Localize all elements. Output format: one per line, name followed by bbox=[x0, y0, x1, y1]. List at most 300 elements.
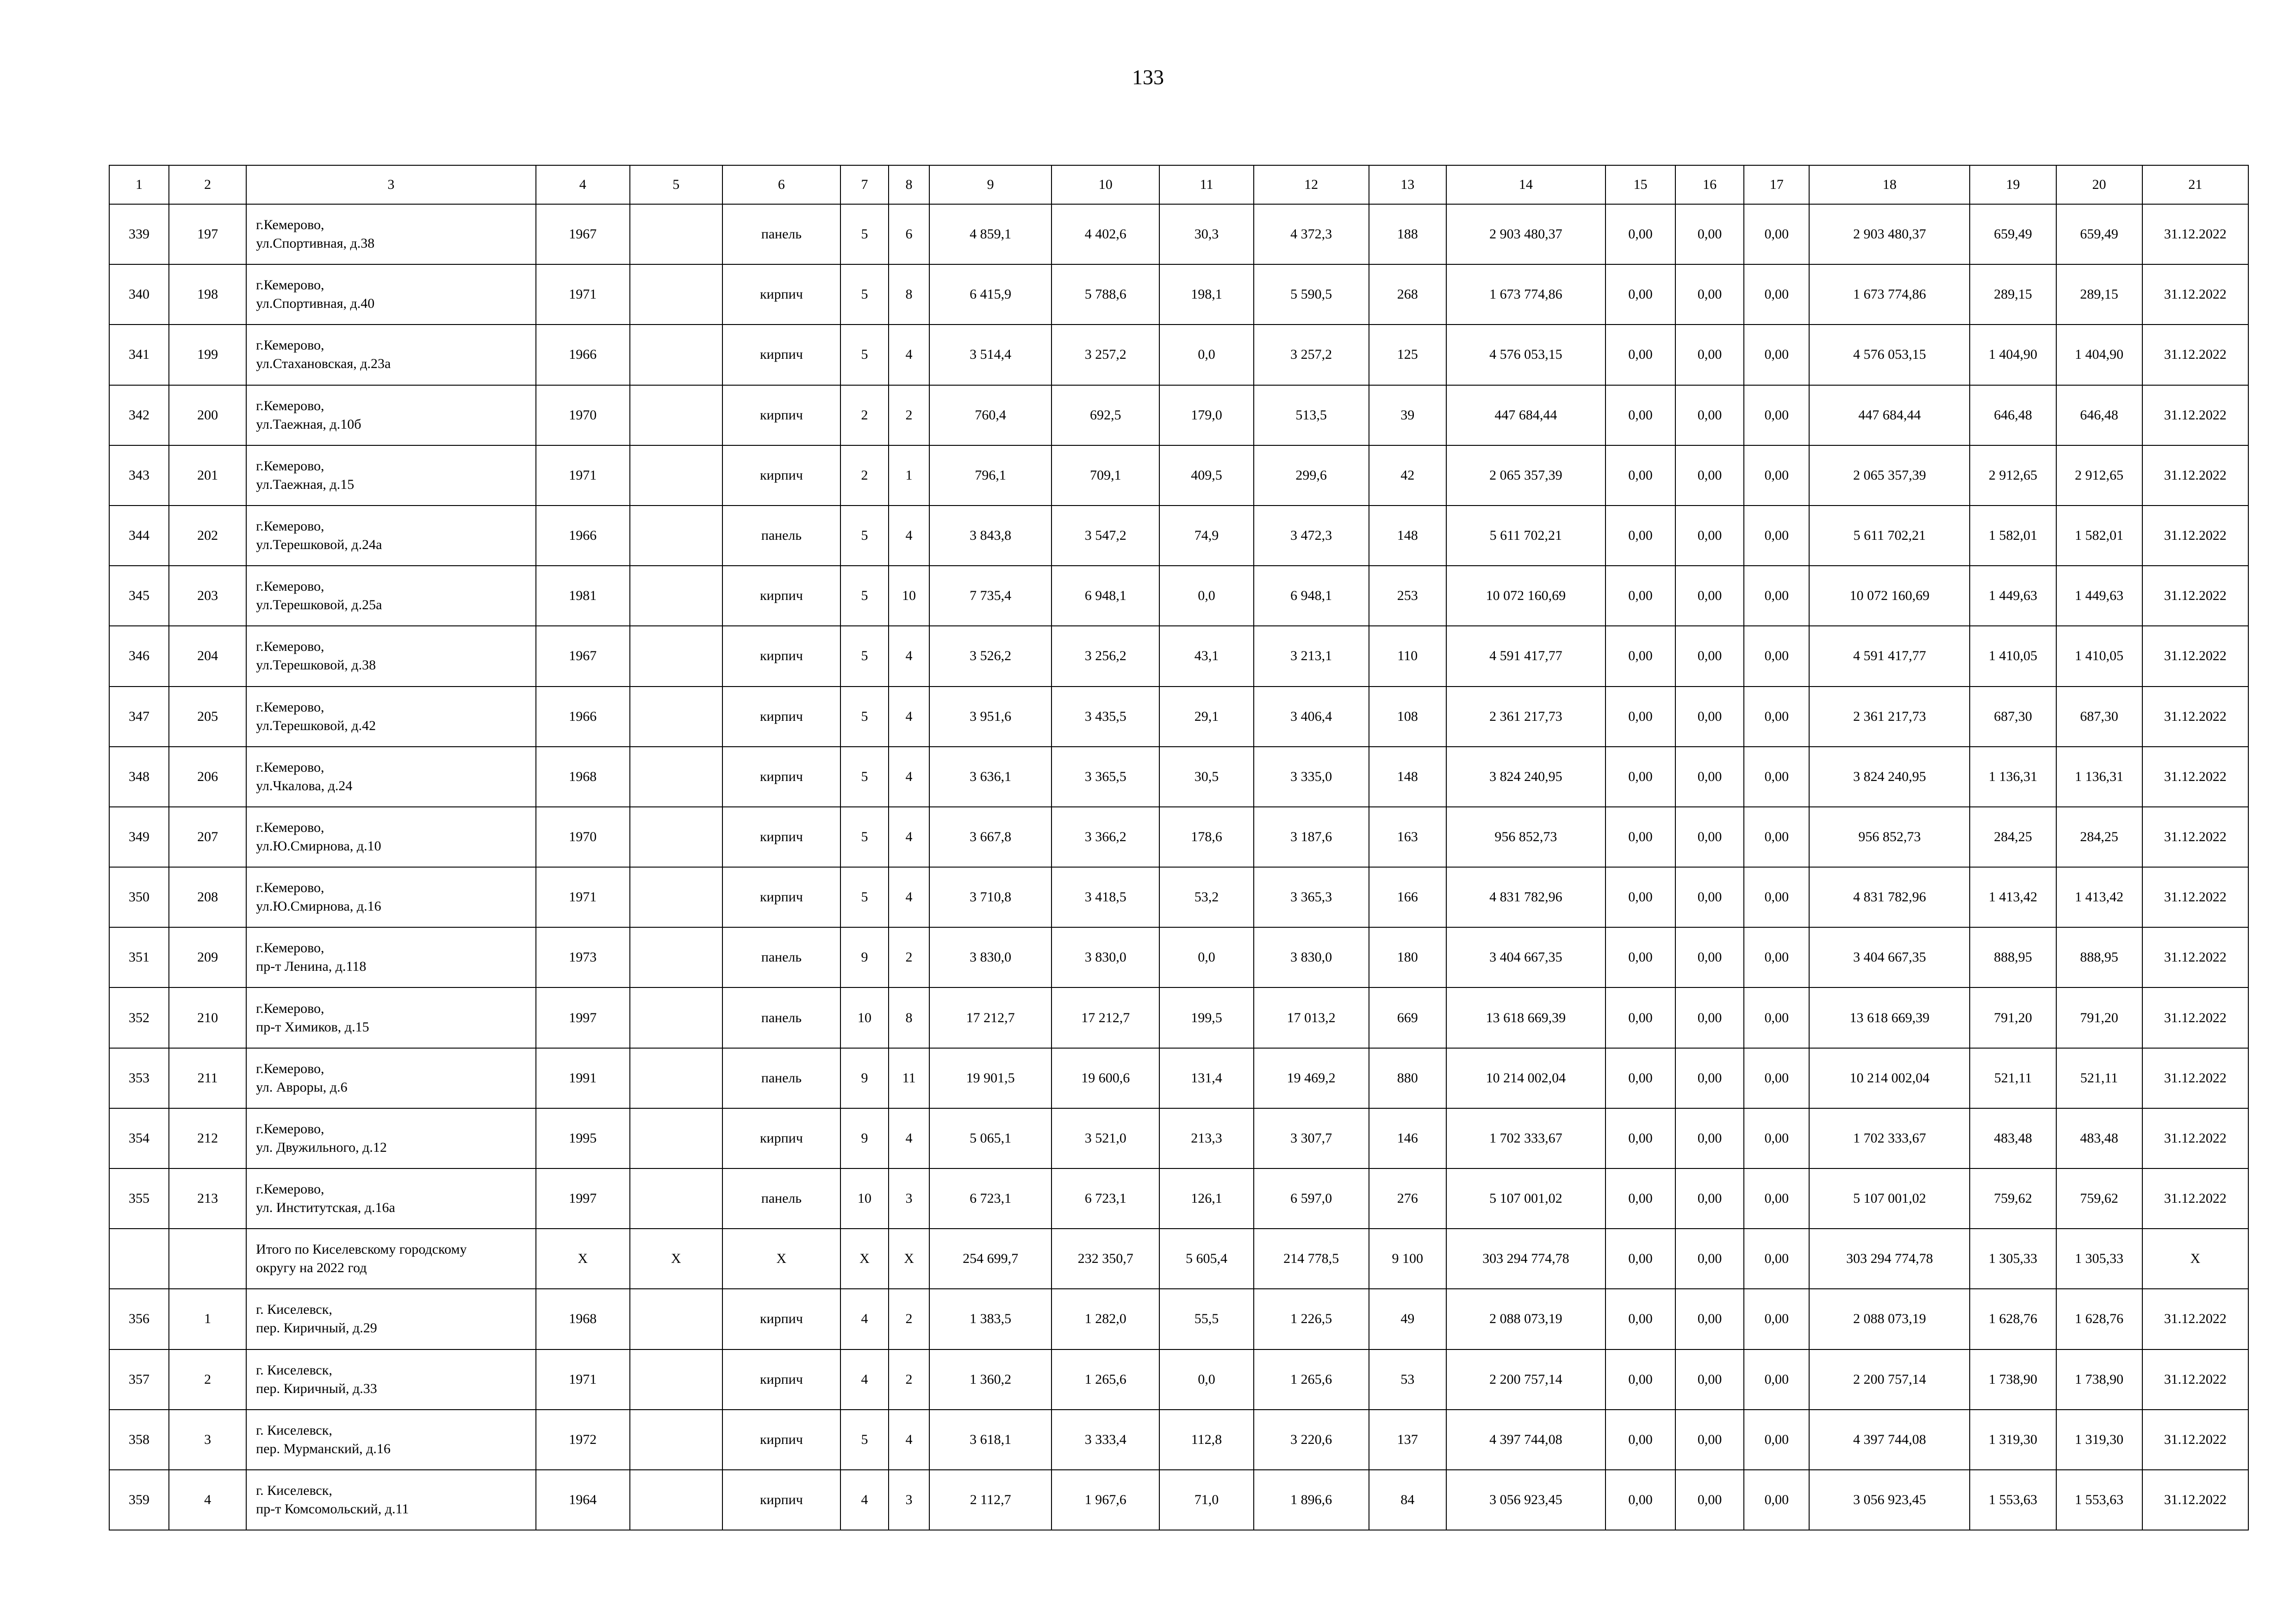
table-cell: 483,48 bbox=[2056, 1108, 2142, 1168]
table-cell: 513,5 bbox=[1254, 385, 1369, 445]
table-cell: 0,00 bbox=[1605, 1470, 1675, 1530]
table-cell: 0,00 bbox=[1744, 506, 1809, 566]
table-cell: 0,00 bbox=[1605, 385, 1675, 445]
column-number-header: 21 bbox=[2142, 165, 2248, 204]
page-number: 133 bbox=[1132, 65, 1164, 89]
table-cell: 3 435,5 bbox=[1052, 687, 1159, 747]
table-cell: 1 bbox=[889, 445, 929, 506]
table-cell: 10 214 002,04 bbox=[1446, 1048, 1605, 1108]
table-cell: 166 bbox=[1369, 867, 1446, 927]
table-cell: 0,00 bbox=[1675, 445, 1744, 506]
table-cell: 31.12.2022 bbox=[2142, 445, 2248, 506]
table-cell: 197 bbox=[169, 204, 246, 264]
table-cell: 4 bbox=[889, 687, 929, 747]
table-cell: кирпич bbox=[722, 385, 840, 445]
table-row bbox=[109, 1048, 2248, 1108]
table-cell: 1970 bbox=[536, 385, 630, 445]
table-cell: кирпич bbox=[722, 566, 840, 626]
address-cell: г.Кемерово, ул.Таежная, д.15 bbox=[246, 445, 535, 506]
table-cell: кирпич bbox=[722, 626, 840, 686]
table-cell bbox=[630, 987, 722, 1048]
table-cell: 0,00 bbox=[1675, 325, 1744, 385]
table-cell bbox=[169, 1229, 246, 1289]
table-cell: 3 187,6 bbox=[1254, 807, 1369, 867]
table-body bbox=[109, 204, 2248, 1530]
table-cell: 1 553,63 bbox=[1970, 1470, 2056, 1530]
table-cell: 4 831 782,96 bbox=[1809, 867, 1970, 927]
table-cell: 3 418,5 bbox=[1052, 867, 1159, 927]
address-cell: г.Кемерово, ул.Стахановская, д.23а bbox=[246, 325, 535, 385]
table-row bbox=[109, 807, 2248, 867]
table-cell: 5 107 001,02 bbox=[1446, 1168, 1605, 1229]
table-cell: X bbox=[2142, 1229, 2248, 1289]
table-cell: 299,6 bbox=[1254, 445, 1369, 506]
table-cell: 0,00 bbox=[1605, 867, 1675, 927]
table-cell: 1 360,2 bbox=[929, 1349, 1052, 1410]
table-cell: 0,00 bbox=[1744, 626, 1809, 686]
column-number-header: 11 bbox=[1159, 165, 1253, 204]
table-cell: 1971 bbox=[536, 264, 630, 325]
table-cell: 30,5 bbox=[1159, 747, 1253, 807]
column-number-header: 7 bbox=[840, 165, 889, 204]
table-cell: 31.12.2022 bbox=[2142, 1289, 2248, 1349]
table-cell: 3 bbox=[889, 1470, 929, 1530]
table-cell: 0,00 bbox=[1605, 506, 1675, 566]
table-cell: кирпич bbox=[722, 1289, 840, 1349]
table-cell bbox=[630, 204, 722, 264]
table-cell: X bbox=[889, 1229, 929, 1289]
table-cell: 0,00 bbox=[1675, 987, 1744, 1048]
table-cell: 483,48 bbox=[1970, 1108, 2056, 1168]
table-cell: 1981 bbox=[536, 566, 630, 626]
table-cell: 43,1 bbox=[1159, 626, 1253, 686]
table-cell: 0,00 bbox=[1744, 1108, 1809, 1168]
table-cell: 4 bbox=[889, 506, 929, 566]
table-cell: 0,00 bbox=[1744, 987, 1809, 1048]
table-cell: 2 088 073,19 bbox=[1809, 1289, 1970, 1349]
table-cell: кирпич bbox=[722, 325, 840, 385]
table-cell: 1997 bbox=[536, 987, 630, 1048]
table-cell: 0,00 bbox=[1744, 747, 1809, 807]
table-cell: 17 212,7 bbox=[1052, 987, 1159, 1048]
table-cell: 5 107 001,02 bbox=[1809, 1168, 1970, 1229]
table-cell: 3 830,0 bbox=[929, 927, 1052, 987]
table-cell: 31.12.2022 bbox=[2142, 1168, 2248, 1229]
table-cell: 1 305,33 bbox=[1970, 1229, 2056, 1289]
table-cell: 0,00 bbox=[1744, 445, 1809, 506]
table-cell: 356 bbox=[109, 1289, 169, 1349]
table-cell: 53 bbox=[1369, 1349, 1446, 1410]
table-cell: 3 bbox=[889, 1168, 929, 1229]
table-cell: 0,00 bbox=[1675, 687, 1744, 747]
table-cell: 346 bbox=[109, 626, 169, 686]
table-cell: 2 112,7 bbox=[929, 1470, 1052, 1530]
table-cell: 1966 bbox=[536, 325, 630, 385]
table-cell: кирпич bbox=[722, 687, 840, 747]
address-cell: г.Кемерово, ул.Терешковой, д.25а bbox=[246, 566, 535, 626]
table-cell: 3 710,8 bbox=[929, 867, 1052, 927]
table-cell: 1972 bbox=[536, 1410, 630, 1470]
table-cell: 31.12.2022 bbox=[2142, 987, 2248, 1048]
table-cell: 10 bbox=[889, 566, 929, 626]
table-cell: 8 bbox=[889, 264, 929, 325]
table-cell: 0,00 bbox=[1744, 927, 1809, 987]
table-cell: 358 bbox=[109, 1410, 169, 1470]
table-cell: 0,00 bbox=[1605, 927, 1675, 987]
table-cell: 3 257,2 bbox=[1052, 325, 1159, 385]
table-cell: 3 951,6 bbox=[929, 687, 1052, 747]
table-cell: 0,00 bbox=[1675, 204, 1744, 264]
address-cell: г. Киселевск, пр-т Комсомольский, д.11 bbox=[246, 1470, 535, 1530]
table-cell: 2 088 073,19 bbox=[1446, 1289, 1605, 1349]
table-cell: 0,00 bbox=[1744, 1470, 1809, 1530]
table-cell: панель bbox=[722, 987, 840, 1048]
table-cell: 0,00 bbox=[1744, 1168, 1809, 1229]
table-cell: 6 948,1 bbox=[1254, 566, 1369, 626]
table-cell: 1 bbox=[169, 1289, 246, 1349]
table-cell: кирпич bbox=[722, 264, 840, 325]
address-cell: г.Кемерово, ул. Институтская, д.16а bbox=[246, 1168, 535, 1229]
table-cell: 268 bbox=[1369, 264, 1446, 325]
column-number-header: 2 bbox=[169, 165, 246, 204]
table-cell: 5 bbox=[840, 747, 889, 807]
table-cell: 0,00 bbox=[1675, 1229, 1744, 1289]
address-cell: г.Кемерово, ул.Чкалова, д.24 bbox=[246, 747, 535, 807]
table-row bbox=[109, 204, 2248, 264]
table-cell: 339 bbox=[109, 204, 169, 264]
table-cell: 1 413,42 bbox=[1970, 867, 2056, 927]
table-cell: 4 bbox=[889, 1108, 929, 1168]
table-cell: 6 723,1 bbox=[929, 1168, 1052, 1229]
table-cell bbox=[630, 1470, 722, 1530]
table-cell: 1 628,76 bbox=[1970, 1289, 2056, 1349]
table-cell: 0,00 bbox=[1675, 747, 1744, 807]
table-cell: 1 673 774,86 bbox=[1809, 264, 1970, 325]
table-cell: 5 bbox=[840, 264, 889, 325]
table-cell: 9 bbox=[840, 927, 889, 987]
table-cell: 31.12.2022 bbox=[2142, 927, 2248, 987]
table-cell: X bbox=[840, 1229, 889, 1289]
table-cell: 29,1 bbox=[1159, 687, 1253, 747]
column-number-header: 13 bbox=[1369, 165, 1446, 204]
table-cell: 5 788,6 bbox=[1052, 264, 1159, 325]
table-cell: 1 282,0 bbox=[1052, 1289, 1159, 1349]
address-cell: г.Кемерово, ул. Авроры, д.6 bbox=[246, 1048, 535, 1108]
table-cell: 447 684,44 bbox=[1446, 385, 1605, 445]
table-cell bbox=[630, 927, 722, 987]
table-cell: 284,25 bbox=[2056, 807, 2142, 867]
table-cell: 352 bbox=[109, 987, 169, 1048]
table-cell: 0,00 bbox=[1605, 1289, 1675, 1349]
table-cell: 659,49 bbox=[2056, 204, 2142, 264]
table-cell: 17 013,2 bbox=[1254, 987, 1369, 1048]
table-cell: 3 824 240,95 bbox=[1809, 747, 1970, 807]
table-cell: 0,00 bbox=[1675, 626, 1744, 686]
table-cell: 188 bbox=[1369, 204, 1446, 264]
table-cell: 340 bbox=[109, 264, 169, 325]
table-cell: 956 852,73 bbox=[1446, 807, 1605, 867]
table-cell: 4 591 417,77 bbox=[1446, 626, 1605, 686]
table-cell: 0,0 bbox=[1159, 927, 1253, 987]
table-cell: 200 bbox=[169, 385, 246, 445]
table-cell: 521,11 bbox=[1970, 1048, 2056, 1108]
table-cell: 8 bbox=[889, 987, 929, 1048]
table-cell: 409,5 bbox=[1159, 445, 1253, 506]
table-cell: 0,00 bbox=[1744, 807, 1809, 867]
table-cell: 2 361 217,73 bbox=[1809, 687, 1970, 747]
table-row bbox=[109, 445, 2248, 506]
table-row bbox=[109, 325, 2248, 385]
table-cell: 0,00 bbox=[1675, 927, 1744, 987]
column-number-header: 10 bbox=[1052, 165, 1159, 204]
table-cell: 3 667,8 bbox=[929, 807, 1052, 867]
table-cell: 31.12.2022 bbox=[2142, 626, 2248, 686]
table-cell: 1 383,5 bbox=[929, 1289, 1052, 1349]
table-cell bbox=[630, 867, 722, 927]
table-cell: панель bbox=[722, 506, 840, 566]
table-row bbox=[109, 1289, 2248, 1349]
table-cell bbox=[630, 747, 722, 807]
table-cell: 4 bbox=[840, 1289, 889, 1349]
table-cell: 348 bbox=[109, 747, 169, 807]
table-row bbox=[109, 1168, 2248, 1229]
table-cell: 213,3 bbox=[1159, 1108, 1253, 1168]
table-cell: 3 824 240,95 bbox=[1446, 747, 1605, 807]
table-cell: 888,95 bbox=[2056, 927, 2142, 987]
table-cell: 1 136,31 bbox=[2056, 747, 2142, 807]
table-cell: 110 bbox=[1369, 626, 1446, 686]
table-cell: 1 410,05 bbox=[2056, 626, 2142, 686]
table-cell: 1 738,90 bbox=[1970, 1349, 2056, 1410]
table-cell bbox=[630, 1048, 722, 1108]
table-cell: 5 bbox=[840, 807, 889, 867]
table-row bbox=[109, 506, 2248, 566]
table-cell: 0,00 bbox=[1744, 1349, 1809, 1410]
column-number-header: 6 bbox=[722, 165, 840, 204]
table-cell bbox=[630, 1168, 722, 1229]
table-cell: 0,00 bbox=[1744, 1048, 1809, 1108]
table-cell: 4 591 417,77 bbox=[1809, 626, 1970, 686]
table-cell: 0,00 bbox=[1675, 385, 1744, 445]
table-cell: 31.12.2022 bbox=[2142, 1048, 2248, 1108]
table-cell: 0,00 bbox=[1744, 867, 1809, 927]
table-row bbox=[109, 747, 2248, 807]
table-cell: 0,00 bbox=[1675, 1349, 1744, 1410]
table-cell: 4 bbox=[889, 626, 929, 686]
table-cell: 1 738,90 bbox=[2056, 1349, 2142, 1410]
table-cell: 2 912,65 bbox=[2056, 445, 2142, 506]
table-cell: 4 402,6 bbox=[1052, 204, 1159, 264]
table-cell: 199,5 bbox=[1159, 987, 1253, 1048]
table-cell: 659,49 bbox=[1970, 204, 2056, 264]
table-cell: 0,00 bbox=[1675, 506, 1744, 566]
table-cell: 0,00 bbox=[1675, 1289, 1744, 1349]
table-cell: 2 065 357,39 bbox=[1446, 445, 1605, 506]
table-cell: 9 bbox=[840, 1048, 889, 1108]
table-row bbox=[109, 1470, 2248, 1530]
address-cell: г.Кемерово, ул.Таежная, д.10б bbox=[246, 385, 535, 445]
table-cell: 137 bbox=[1369, 1410, 1446, 1470]
table-cell: 3 220,6 bbox=[1254, 1410, 1369, 1470]
table-row bbox=[109, 1229, 2248, 1289]
table-cell: 3 843,8 bbox=[929, 506, 1052, 566]
table-cell: 108 bbox=[1369, 687, 1446, 747]
table-cell: 211 bbox=[169, 1048, 246, 1108]
table-cell: 5 bbox=[840, 325, 889, 385]
table-cell: 3 056 923,45 bbox=[1446, 1470, 1605, 1530]
table-cell: 5 bbox=[840, 687, 889, 747]
table-cell: 521,11 bbox=[2056, 1048, 2142, 1108]
table-cell: 1966 bbox=[536, 687, 630, 747]
table-cell: 5 605,4 bbox=[1159, 1229, 1253, 1289]
table-cell: 1 410,05 bbox=[1970, 626, 2056, 686]
table-cell bbox=[630, 687, 722, 747]
table-cell: 31.12.2022 bbox=[2142, 867, 2248, 927]
table-cell: 31.12.2022 bbox=[2142, 325, 2248, 385]
table-cell: 1 265,6 bbox=[1254, 1349, 1369, 1410]
column-number-header: 19 bbox=[1970, 165, 2056, 204]
table-cell: 3 636,1 bbox=[929, 747, 1052, 807]
table-cell: 3 256,2 bbox=[1052, 626, 1159, 686]
table-cell: 2 912,65 bbox=[1970, 445, 2056, 506]
table-cell: 1 582,01 bbox=[2056, 506, 2142, 566]
table-cell: 350 bbox=[109, 867, 169, 927]
table-cell: 19 901,5 bbox=[929, 1048, 1052, 1108]
table-cell: 5 bbox=[840, 204, 889, 264]
table-cell: 3 257,2 bbox=[1254, 325, 1369, 385]
column-number-header: 15 bbox=[1605, 165, 1675, 204]
table-cell: 956 852,73 bbox=[1809, 807, 1970, 867]
table-cell: 303 294 774,78 bbox=[1809, 1229, 1970, 1289]
table-cell: 347 bbox=[109, 687, 169, 747]
table-cell: 0,00 bbox=[1675, 1108, 1744, 1168]
table-cell: 1997 bbox=[536, 1168, 630, 1229]
table-cell: 112,8 bbox=[1159, 1410, 1253, 1470]
address-cell: г.Кемерово, ул.Терешковой, д.38 bbox=[246, 626, 535, 686]
table-cell: 3 521,0 bbox=[1052, 1108, 1159, 1168]
address-cell: г.Кемерово, ул.Терешковой, д.42 bbox=[246, 687, 535, 747]
table-cell: 19 600,6 bbox=[1052, 1048, 1159, 1108]
table-cell: 3 514,4 bbox=[929, 325, 1052, 385]
table-cell: 1 673 774,86 bbox=[1446, 264, 1605, 325]
register-table bbox=[109, 165, 2249, 1530]
table-cell: 19 469,2 bbox=[1254, 1048, 1369, 1108]
table-cell: 276 bbox=[1369, 1168, 1446, 1229]
table-cell: 3 404 667,35 bbox=[1446, 927, 1605, 987]
table-cell: 1971 bbox=[536, 867, 630, 927]
table-cell: 0,00 bbox=[1675, 1048, 1744, 1108]
table-cell: 1 553,63 bbox=[2056, 1470, 2142, 1530]
address-cell: г.Кемерово, ул.Ю.Смирнова, д.10 bbox=[246, 807, 535, 867]
table-cell: 232 350,7 bbox=[1052, 1229, 1159, 1289]
address-cell: г.Кемерово, пр-т Химиков, д.15 bbox=[246, 987, 535, 1048]
column-number-header: 20 bbox=[2056, 165, 2142, 204]
table-cell: 202 bbox=[169, 506, 246, 566]
table-cell: 2 bbox=[840, 445, 889, 506]
table-cell: 2 903 480,37 bbox=[1446, 204, 1605, 264]
table-cell: 209 bbox=[169, 927, 246, 987]
table-cell: 4 bbox=[889, 1410, 929, 1470]
table-cell: 0,00 bbox=[1605, 566, 1675, 626]
table-cell: 1991 bbox=[536, 1048, 630, 1108]
table-cell: 669 bbox=[1369, 987, 1446, 1048]
table-cell: 1 226,5 bbox=[1254, 1289, 1369, 1349]
table-cell: 5 590,5 bbox=[1254, 264, 1369, 325]
table-cell: 74,9 bbox=[1159, 506, 1253, 566]
table-cell bbox=[630, 445, 722, 506]
table-cell: 2 361 217,73 bbox=[1446, 687, 1605, 747]
table-cell: 3 404 667,35 bbox=[1809, 927, 1970, 987]
table-cell: 1 404,90 bbox=[1970, 325, 2056, 385]
table-cell: 31.12.2022 bbox=[2142, 1108, 2248, 1168]
table-cell: панель bbox=[722, 204, 840, 264]
table-cell: 31.12.2022 bbox=[2142, 204, 2248, 264]
table-cell: 1 967,6 bbox=[1052, 1470, 1159, 1530]
table-cell: 343 bbox=[109, 445, 169, 506]
table-cell: 49 bbox=[1369, 1289, 1446, 1349]
table-cell: 3 056 923,45 bbox=[1809, 1470, 1970, 1530]
table-cell: 0,00 bbox=[1675, 1410, 1744, 1470]
table-cell: 791,20 bbox=[2056, 987, 2142, 1048]
table-cell: кирпич bbox=[722, 1349, 840, 1410]
table-cell: 213 bbox=[169, 1168, 246, 1229]
table-cell: 4 397 744,08 bbox=[1446, 1410, 1605, 1470]
table-cell: кирпич bbox=[722, 1108, 840, 1168]
column-number-header: 18 bbox=[1809, 165, 1970, 204]
table-row bbox=[109, 927, 2248, 987]
table-cell: 2 bbox=[169, 1349, 246, 1410]
table-cell: 2 bbox=[889, 1349, 929, 1410]
table-cell: 447 684,44 bbox=[1809, 385, 1970, 445]
address-cell: г. Киселевск, пер. Киричный, д.29 bbox=[246, 1289, 535, 1349]
table-cell bbox=[630, 264, 722, 325]
table-cell: 0,00 bbox=[1744, 385, 1809, 445]
table-cell: 353 bbox=[109, 1048, 169, 1108]
table-cell: 3 333,4 bbox=[1052, 1410, 1159, 1470]
table-cell: 1 449,63 bbox=[1970, 566, 2056, 626]
table-cell: X bbox=[536, 1229, 630, 1289]
table-cell: 0,00 bbox=[1605, 987, 1675, 1048]
table-cell: 2 200 757,14 bbox=[1809, 1349, 1970, 1410]
table-cell: 1968 bbox=[536, 1289, 630, 1349]
address-cell: г.Кемерово, ул.Терешковой, д.24а bbox=[246, 506, 535, 566]
table-cell: 2 903 480,37 bbox=[1809, 204, 1970, 264]
table-cell: 6 723,1 bbox=[1052, 1168, 1159, 1229]
table-cell: 1 628,76 bbox=[2056, 1289, 2142, 1349]
table-row bbox=[109, 264, 2248, 325]
table-cell: 204 bbox=[169, 626, 246, 686]
table-cell: кирпич bbox=[722, 445, 840, 506]
table-cell bbox=[630, 385, 722, 445]
column-number-row bbox=[109, 165, 2248, 204]
table-cell bbox=[109, 1229, 169, 1289]
table-cell bbox=[630, 1289, 722, 1349]
table-cell: 178,6 bbox=[1159, 807, 1253, 867]
table-cell: 203 bbox=[169, 566, 246, 626]
table-cell: 1 404,90 bbox=[2056, 325, 2142, 385]
table-cell: 0,00 bbox=[1744, 1229, 1809, 1289]
table-cell: 709,1 bbox=[1052, 445, 1159, 506]
table-row bbox=[109, 566, 2248, 626]
table-cell: 0,0 bbox=[1159, 566, 1253, 626]
table-cell: 84 bbox=[1369, 1470, 1446, 1530]
table-cell: 303 294 774,78 bbox=[1446, 1229, 1605, 1289]
table-cell: 125 bbox=[1369, 325, 1446, 385]
table-cell: 4 372,3 bbox=[1254, 204, 1369, 264]
table-cell: 3 213,1 bbox=[1254, 626, 1369, 686]
table-cell: 0,00 bbox=[1605, 626, 1675, 686]
table-cell: 284,25 bbox=[1970, 807, 2056, 867]
